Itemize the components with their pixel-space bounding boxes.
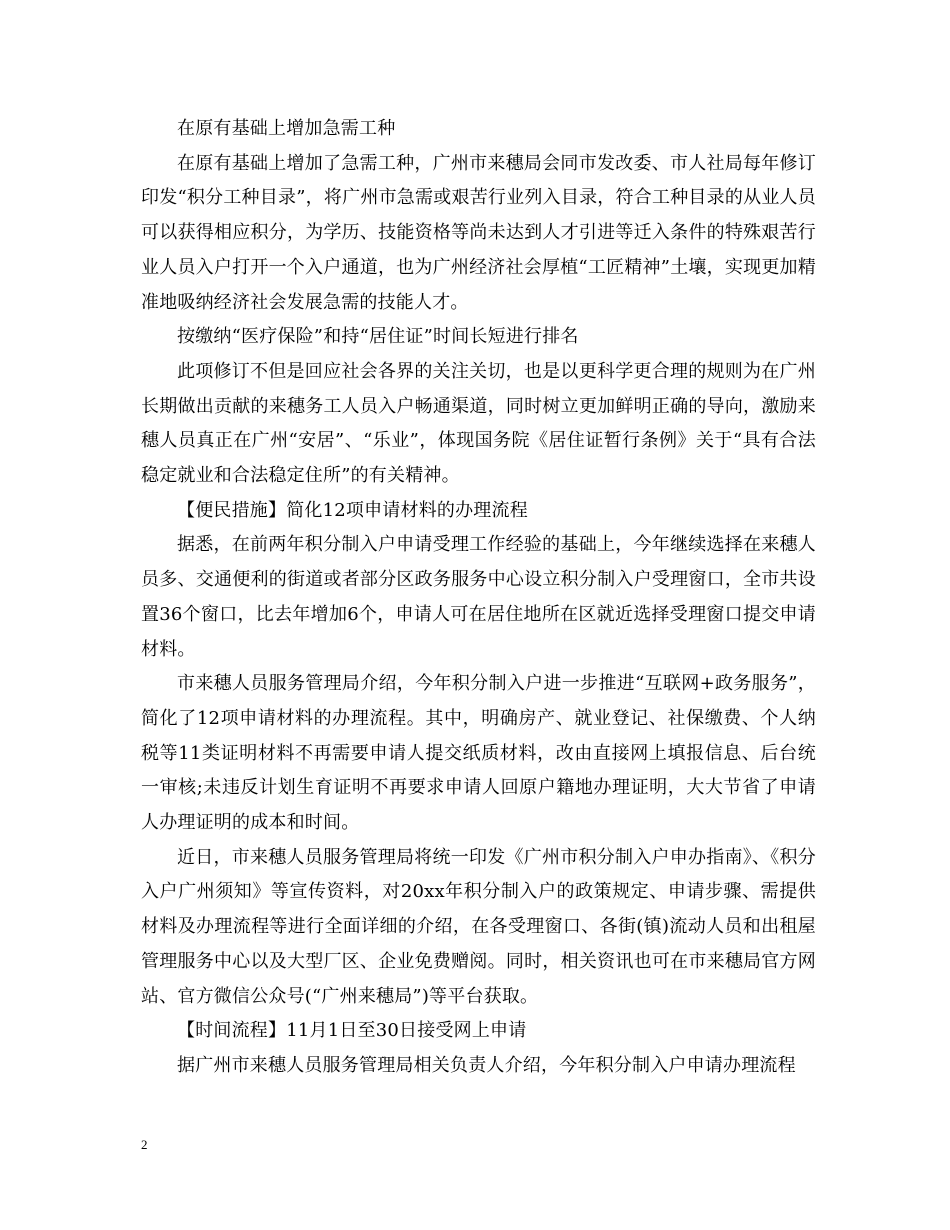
paragraph-guides: 近日，市来穗人员服务管理局将统一印发《广州市积分制入户申办指南》、《积分入户广州须知》等宣传资料，对20xx年积分制入户的政策规定、申请步骤、需提供材料及办理流程等进行全面详细的介绍，在各受理窗口、各街(镇)流动人员和出租屋管理服务中心以及大型厂区、企业免费赠阅。同时，相关资讯也可在市来穗局官方网站、官方微信公众号(“广州来穗局”)等平台获取。 xyxy=(141,846,816,1007)
paragraph-timeline: 据广州市来穗人员服务管理局相关负责人介绍，今年积分制入户申请办理流程 xyxy=(177,1054,796,1076)
section-heading-convenience: 【便民措施】简化12项申请材料的办理流程 xyxy=(177,499,528,521)
page-number: 2 xyxy=(141,1137,148,1152)
section-heading-timeline: 【时间流程】11月1日至30日接受网上申请 xyxy=(177,1020,527,1042)
section-heading-new-trades: 在原有基础上增加急需工种 xyxy=(177,118,396,139)
paragraph-internet-services: 市来穗人员服务管理局介绍，今年积分制入户进一步推进“互联网+政务服务”，简化了12项申请材料的办理流程。其中，明确房产、就业登记、社保缴费、个人纳税等11类证明材料不再需要申请人提交纸质材料，改由直接网上填报信息、后台统一审核;未违反计划生育证明不再要求申请人回原户籍地办理证明，大大节省了申请人办理证明的成本和时间。 xyxy=(141,673,816,834)
paragraph-ranking: 此项修订不但是回应社会各界的关注关切，也是以更科学更合理的规则为在广州长期做出贡献的来穗务工人员入户畅通渠道，同时树立更加鲜明正确的导向，激励来穗人员真正在广州“安居”、“乐业”，体现国务院《居住证暂行条例》关于“具有合法稳定就业和合法稳定住所”的有关精神。 xyxy=(141,360,816,487)
document-body xyxy=(141,112,816,1084)
section-heading-ranking: 按缴纳“医疗保险”和持“居住证”时间长短进行排名 xyxy=(177,326,579,348)
paragraph-windows: 据悉，在前两年积分制入户申请受理工作经验的基础上，今年继续选择在来穗人员多、交通便利的街道或者部分区政务服务中心设立积分制入户受理窗口，全市共设置36个窗口，比去年增加6个，申请人可在居住地所在区就近选择受理窗口提交申请材料。 xyxy=(141,534,816,660)
paragraph-new-trades: 在原有基础上增加了急需工种，广州市来穗局会同市发改委、市人社局每年修订印发“积分工种目录”，将广州市急需或艰苦行业列入目录，符合工种目录的从业人员可以获得相应积分，为学历、技能资格等尚未达到人才引进等迁入条件的特殊艰苦行业人员入户打开一个入户通道，也为广州经济社会厚植“工匠精神”土壤，实现更加精准地吸纳经济社会发展急需的技能人才。 xyxy=(141,152,816,313)
